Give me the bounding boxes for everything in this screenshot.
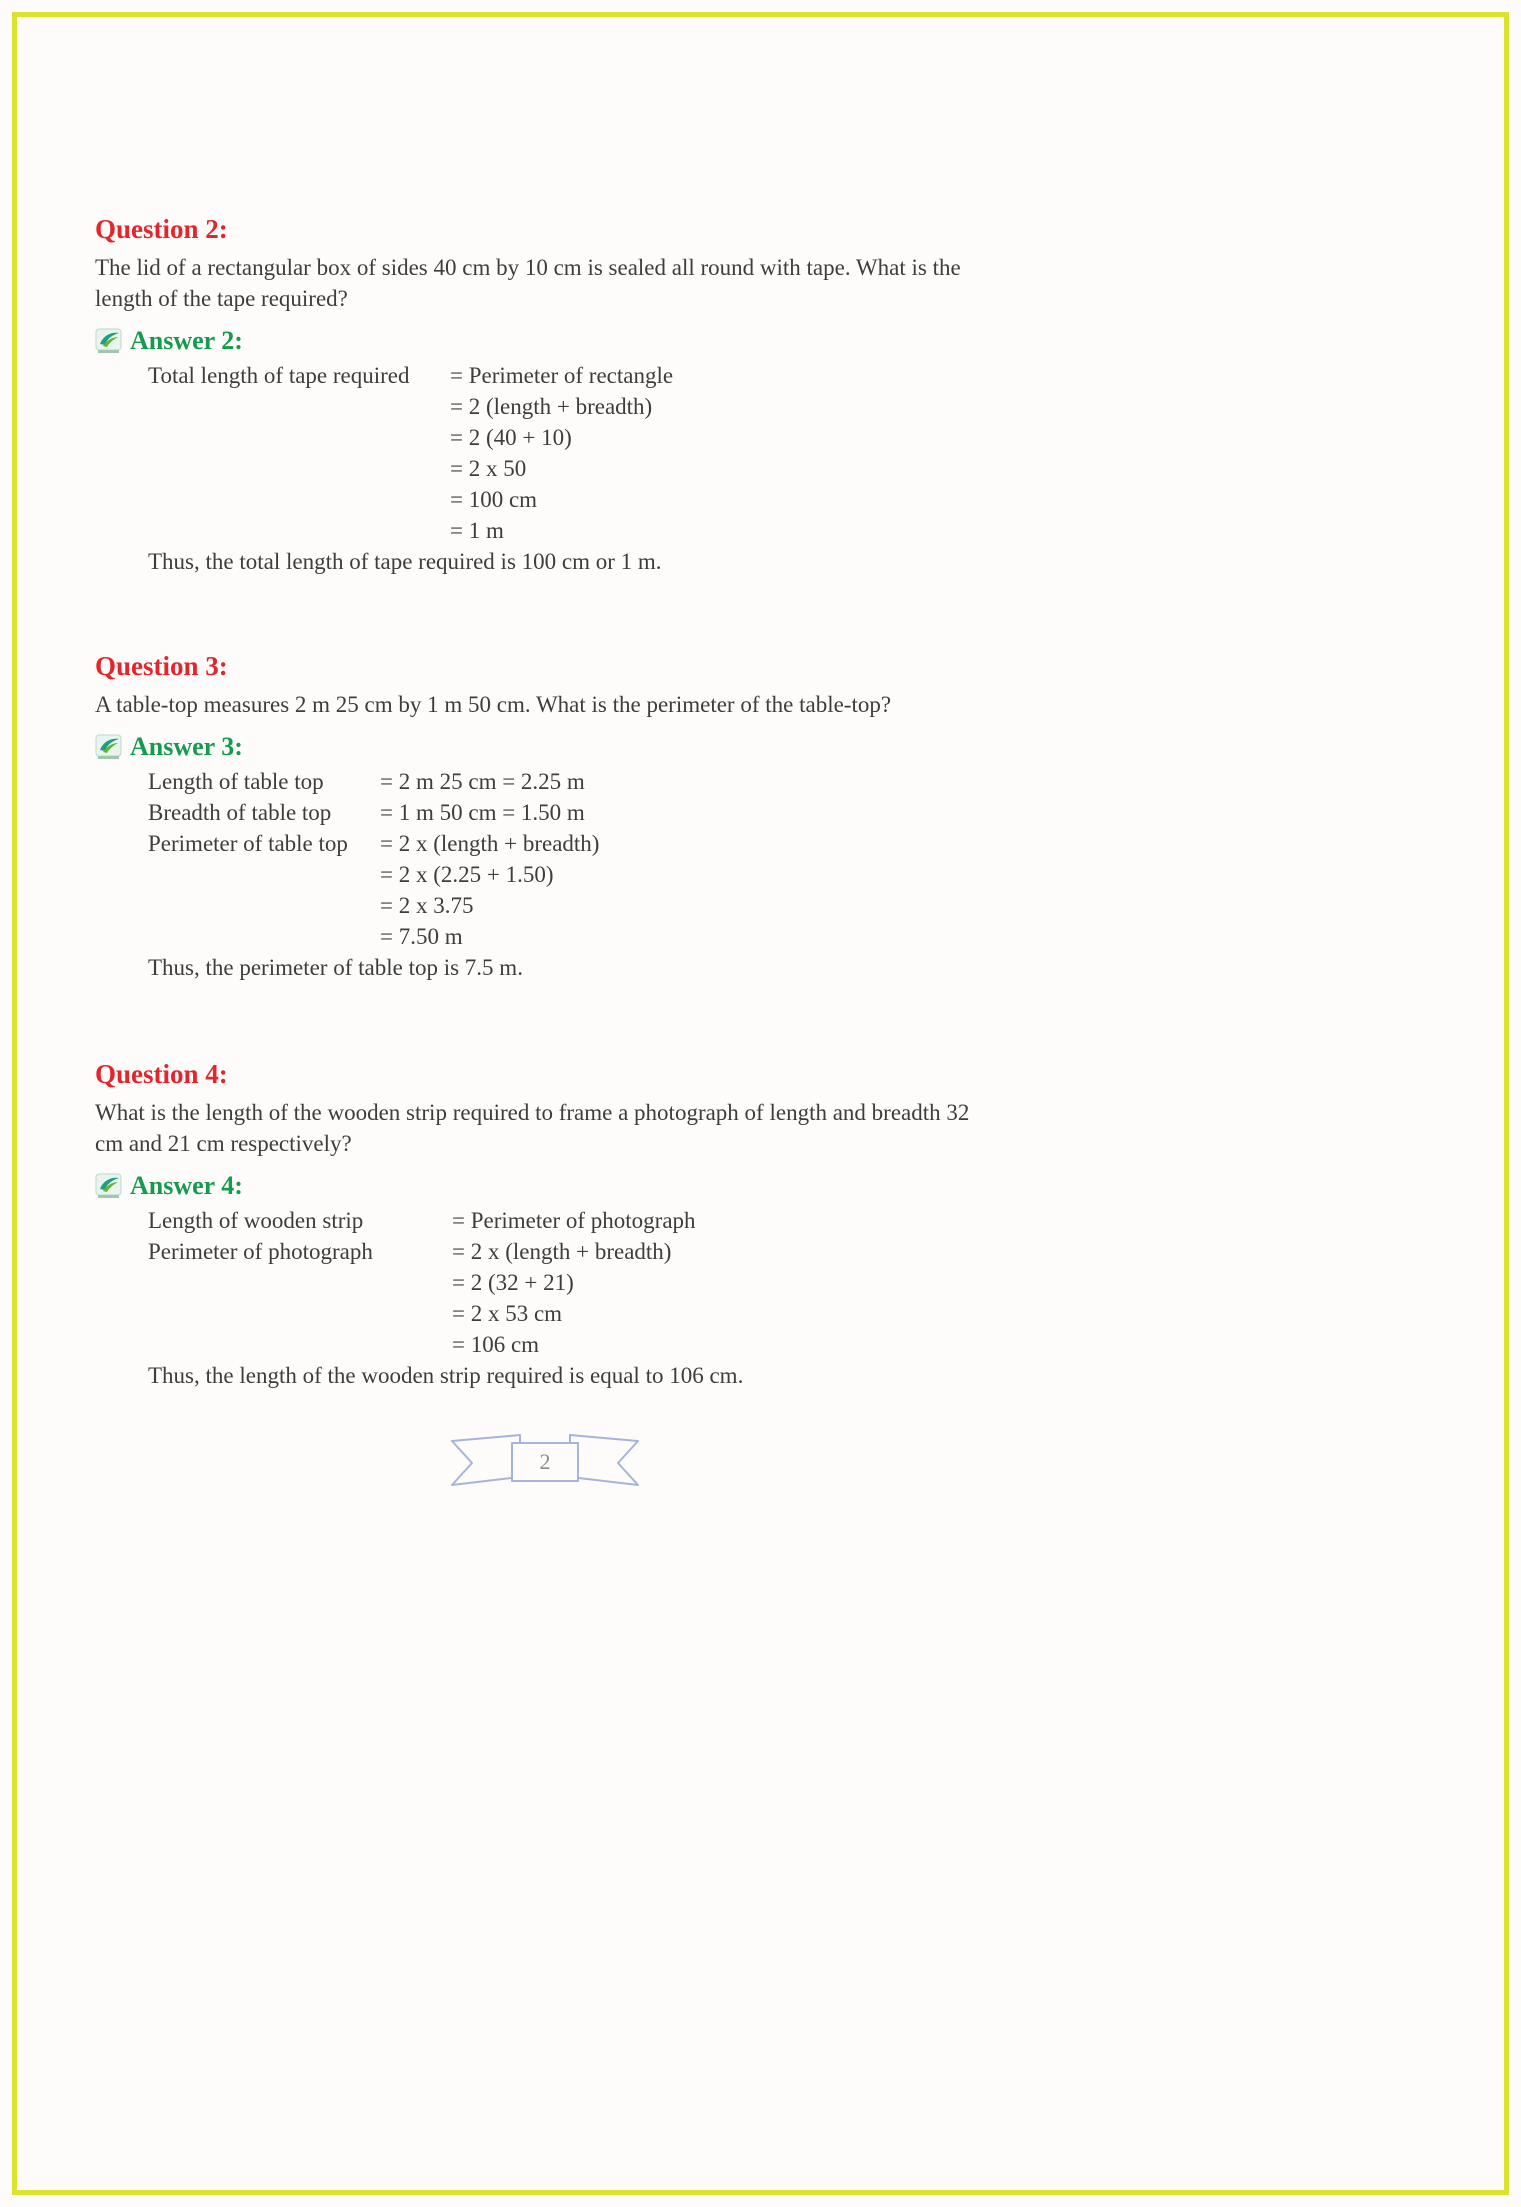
- equation-label: Total length of tape required: [148, 363, 410, 388]
- page-footer: [95, 1429, 995, 1495]
- equation-value: = 1 m: [450, 518, 504, 543]
- equation-label: [148, 391, 450, 422]
- equation-label: [148, 859, 380, 890]
- brand-logo-icon: [95, 328, 122, 355]
- answer-heading-row: [95, 730, 995, 764]
- equation-value: = 2 (40 + 10): [450, 425, 572, 450]
- answer-heading: Answer 3:: [130, 732, 243, 761]
- equation-label: [148, 422, 450, 453]
- equation-row: [148, 1298, 995, 1329]
- equation-label: [148, 484, 450, 515]
- conclusion-text: Thus, the perimeter of table top is 7.5 m.: [148, 955, 523, 980]
- equation-row: [148, 1205, 995, 1236]
- brand-logo-icon: [95, 734, 122, 761]
- equation-row: [148, 391, 995, 422]
- equation-value: = 2 x (length + breadth): [452, 1239, 672, 1264]
- equation-row: [148, 1329, 995, 1360]
- question-block-3: [95, 649, 995, 983]
- equation-value: = Perimeter of rectangle: [450, 363, 674, 388]
- equation-row: [148, 890, 995, 921]
- equation-label: [148, 515, 450, 546]
- question-heading: Question 3:: [95, 651, 228, 681]
- equation-value: = 106 cm: [452, 1332, 540, 1357]
- equation-label: [148, 1329, 452, 1360]
- equation-value: = 7.50 m: [380, 924, 463, 949]
- equation-value: = 2 x 3.75: [380, 893, 474, 918]
- question-heading: Question 2:: [95, 214, 228, 244]
- equation-row: [148, 766, 995, 797]
- equation-value: = 1 m 50 cm = 1.50 m: [380, 800, 585, 825]
- conclusion-text: Thus, the total length of tape required is 100 cm or 1 m.: [148, 549, 662, 574]
- equation-label: [148, 921, 380, 952]
- equation-label: Breadth of table top: [148, 800, 332, 825]
- equation-row: [148, 859, 995, 890]
- equation-value: = 2 x 53 cm: [452, 1301, 563, 1326]
- answer-work: [95, 360, 995, 546]
- equation-row: [148, 484, 995, 515]
- page-number: 2: [539, 1449, 551, 1474]
- conclusion-text: Thus, the length of the wooden strip required is equal to 106 cm.: [148, 1363, 744, 1388]
- equation-value: = 2 x (length + breadth): [380, 831, 600, 856]
- answer-heading-row: [95, 324, 995, 358]
- page-content: [95, 212, 995, 1495]
- equation-value: = 2 x 50: [450, 456, 527, 481]
- equation-value: = Perimeter of photograph: [452, 1208, 696, 1233]
- equation-value: = 2 (32 + 21): [452, 1270, 574, 1295]
- equation-row: [148, 515, 995, 546]
- question-text: What is the length of the wooden strip required to frame a photograph of length and breadth 32 cm and 21 cm respectively?: [95, 1100, 970, 1156]
- question-text: The lid of a rectangular box of sides 40 cm by 10 cm is sealed all round with tape. What is the length of the tape required?: [95, 255, 961, 311]
- equation-label: [148, 1267, 452, 1298]
- brand-logo-icon: [95, 1173, 122, 1200]
- equation-row: [148, 453, 995, 484]
- question-block-4: [95, 1057, 995, 1391]
- answer-heading: Answer 2:: [130, 326, 243, 355]
- equation-label: Length of table top: [148, 769, 324, 794]
- answer-heading: Answer 4:: [130, 1171, 243, 1200]
- equation-value: = 100 cm: [450, 487, 538, 512]
- equation-row: [148, 360, 995, 391]
- equation-label: [148, 453, 450, 484]
- equation-row: [148, 797, 995, 828]
- question-block-2: [95, 212, 995, 577]
- equation-row: [148, 1267, 995, 1298]
- equation-label: Perimeter of table top: [148, 831, 348, 856]
- question-heading: Question 4:: [95, 1059, 228, 1089]
- equation-label: [148, 1298, 452, 1329]
- answer-heading-row: [95, 1169, 995, 1203]
- equation-label: Perimeter of photograph: [148, 1239, 373, 1264]
- equation-value: = 2 (length + breadth): [450, 394, 653, 419]
- equation-row: [148, 422, 995, 453]
- equation-value: = 2 m 25 cm = 2.25 m: [380, 769, 585, 794]
- equation-row: [148, 921, 995, 952]
- page-number-ribbon: [440, 1429, 650, 1495]
- equation-row: [148, 1236, 995, 1267]
- answer-work: [95, 766, 995, 952]
- question-text: A table-top measures 2 m 25 cm by 1 m 50 cm. What is the perimeter of the table-top?: [95, 692, 892, 717]
- equation-label: [148, 890, 380, 921]
- equation-label: Length of wooden strip: [148, 1208, 364, 1233]
- equation-value: = 2 x (2.25 + 1.50): [380, 862, 554, 887]
- equation-row: [148, 828, 995, 859]
- answer-work: [95, 1205, 995, 1360]
